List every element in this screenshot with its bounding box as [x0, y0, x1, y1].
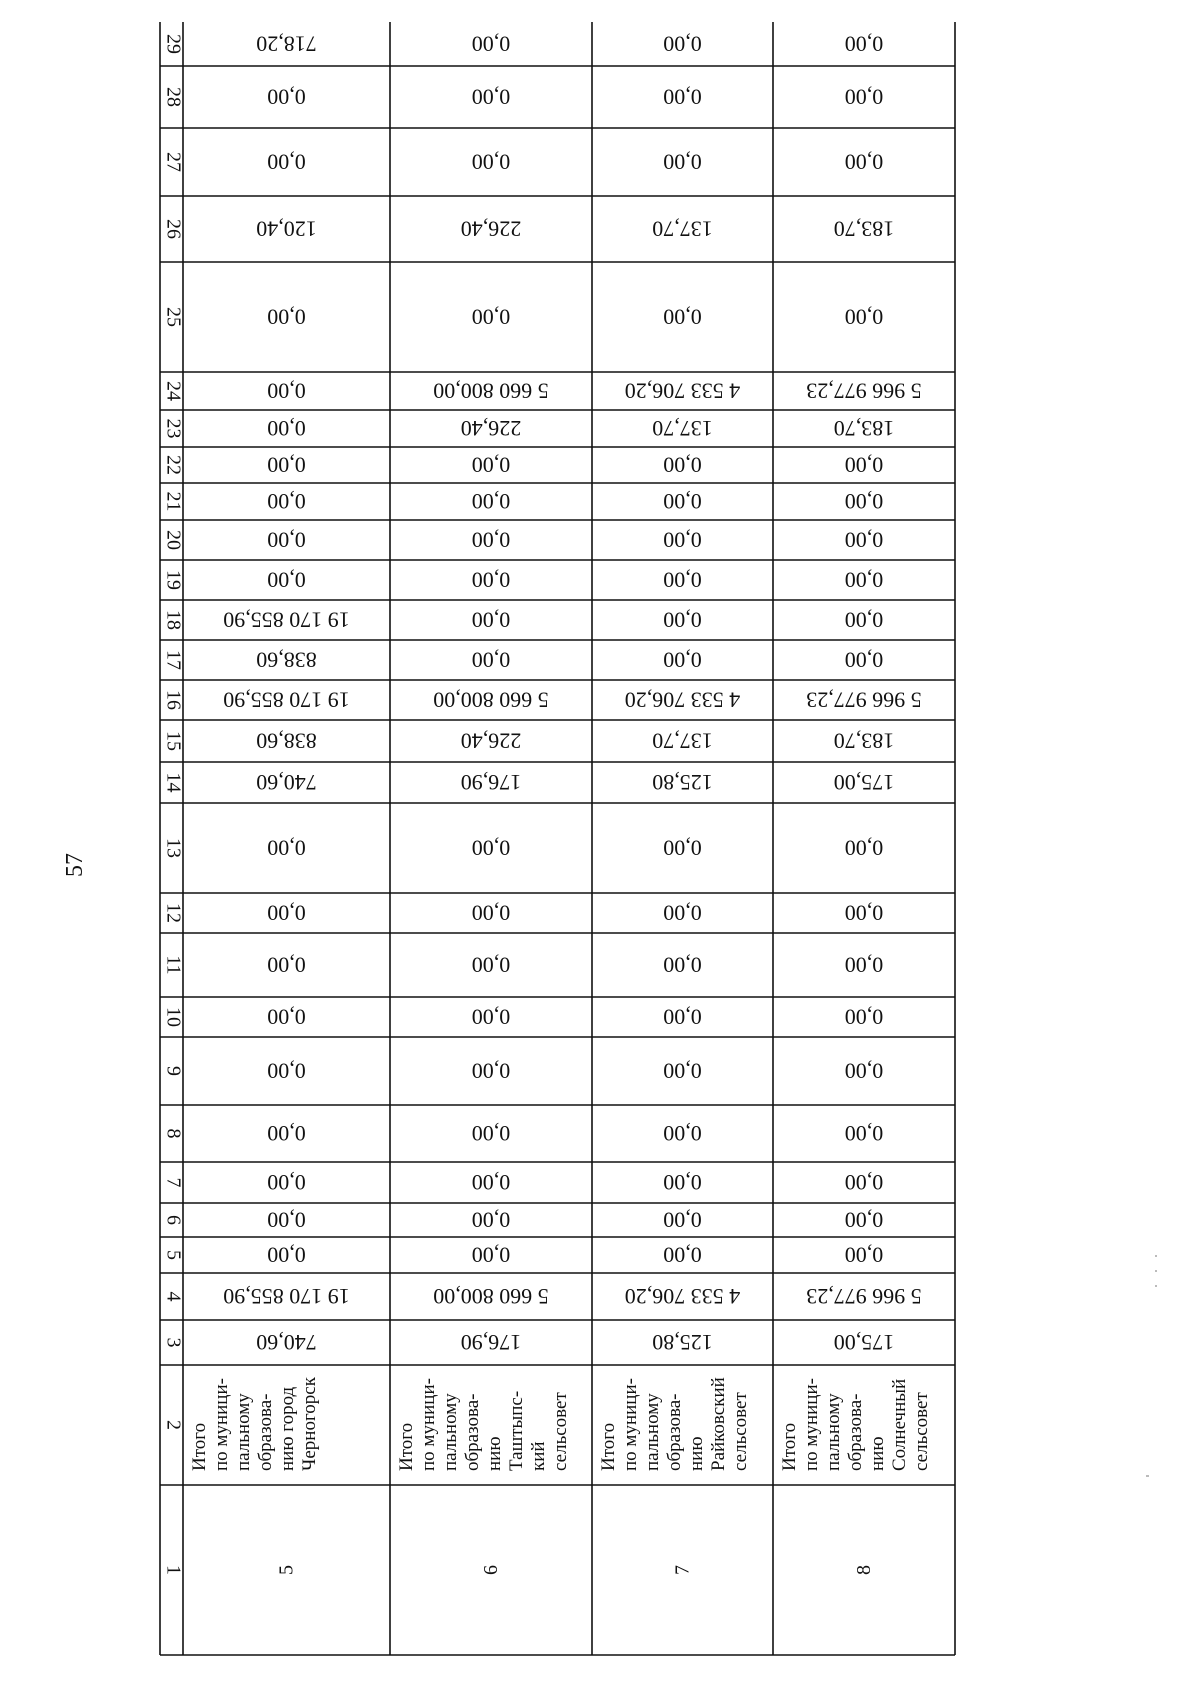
cell-value: 0,00 [471, 452, 511, 478]
cell-value: 176,90 [460, 770, 522, 795]
cell-value: 0,00 [663, 149, 702, 175]
cell-value: 0,00 [844, 1121, 884, 1146]
cell-value: 0,00 [663, 1170, 702, 1195]
municipality-name: Итогопо муници-пальномуобразова-ниюРайковскийсельсовет [598, 1377, 751, 1471]
cell-value: 0,00 [471, 527, 511, 553]
cell-value: 838,60 [256, 728, 317, 754]
cell-value: 226,40 [460, 728, 522, 754]
cell-value: 0,00 [663, 952, 702, 978]
cell-value: 137,70 [652, 216, 713, 242]
cell-value: 0,00 [267, 378, 306, 404]
column-header-number: 3 [162, 1337, 185, 1348]
cell-value: 0,00 [663, 527, 702, 553]
cell-value: 0,00 [471, 900, 511, 926]
column-header-number: 4 [162, 1291, 185, 1302]
column-header-number: 29 [162, 34, 185, 54]
cell-value: 0,00 [267, 1121, 306, 1146]
cell-value: 226,40 [460, 416, 522, 441]
column-header-number: 27 [162, 152, 185, 172]
column-header-number: 20 [162, 530, 185, 550]
cell-value: 0,00 [471, 1207, 511, 1233]
cell-value: 0,00 [844, 1207, 884, 1233]
cell-value: 0,00 [663, 567, 702, 593]
cell-value: 0,00 [471, 304, 511, 330]
cell-value: 0,00 [471, 1242, 511, 1268]
cell-value: 0,00 [844, 900, 884, 926]
cell-value: 0,00 [267, 527, 306, 553]
cell-value: 0,00 [663, 84, 702, 110]
scan-specks [1146, 1255, 1157, 1477]
cell-value: 0,00 [471, 84, 511, 110]
cell-value: 0,00 [844, 1058, 884, 1084]
page-number: 57 [62, 853, 88, 877]
cell-value: 5 966 977,23 [806, 378, 922, 404]
cell-value: 0,00 [267, 489, 306, 514]
cell-value: 125,80 [652, 1330, 713, 1355]
cell-value: 0,00 [471, 607, 511, 633]
cell-value: 0,00 [844, 527, 884, 553]
column-header-number: 13 [162, 838, 185, 858]
cell-value: 0,00 [844, 567, 884, 593]
cell-value: 5 660 800,00 [433, 687, 549, 713]
cell-value: 0,00 [663, 1207, 702, 1233]
column-header-number: 25 [162, 307, 185, 327]
cell-value: 183,70 [833, 728, 895, 754]
municipality-name: Итогопо муници-пальномуобразова-ниюТаштыпс-кийсельсовет [396, 1378, 571, 1471]
cell-value: 0,00 [471, 952, 511, 978]
column-header-number: 26 [162, 219, 185, 239]
column-header-number: 24 [162, 381, 185, 401]
cell-value: 5 966 977,23 [806, 687, 922, 713]
cell-value: 4 533 706,20 [624, 1284, 741, 1309]
cell-value: 0,00 [663, 900, 702, 926]
row-number: 5 [275, 1565, 298, 1575]
cell-value: 0,00 [844, 452, 884, 478]
row-number: 8 [853, 1565, 875, 1575]
cell-value: 4 533 706,20 [624, 687, 741, 713]
cell-value: 0,00 [663, 1058, 702, 1084]
municipality-name: Итогопо муници-пальномуобразова-нию городЧерногорск [189, 1377, 320, 1471]
column-header-number: 9 [162, 1066, 185, 1076]
column-header-number: 16 [162, 690, 185, 710]
column-header-number: 21 [162, 491, 185, 512]
column-header-strip [163, 34, 185, 1575]
column-header-number: 6 [162, 1215, 185, 1225]
cell-value: 0,00 [844, 835, 884, 861]
cell-value: 19 170 855,90 [223, 687, 350, 713]
column-header-number: 11 [162, 955, 185, 975]
cell-value: 0,00 [471, 1170, 511, 1195]
column-header-number: 7 [162, 1177, 185, 1188]
cell-value: 0,00 [471, 567, 511, 593]
cell-value: 0,00 [471, 489, 511, 514]
cell-value: 0,00 [267, 1170, 306, 1195]
cell-value: 0,00 [663, 835, 702, 861]
cell-value: 120,40 [256, 216, 317, 242]
cell-value: 0,00 [267, 1058, 306, 1084]
cell-value: 0,00 [844, 1004, 884, 1030]
cell-value: 183,70 [833, 416, 895, 441]
column-header-number: 2 [162, 1420, 185, 1430]
cell-value: 0,00 [663, 1004, 702, 1030]
column-header-number: 22 [162, 455, 185, 475]
cell-value: 5 966 977,23 [806, 1284, 922, 1309]
cell-value: 0,00 [663, 31, 702, 57]
cell-value: 0,00 [267, 900, 306, 926]
column-header-number: 1 [162, 1565, 185, 1575]
cell-value: 19 170 855,90 [223, 1284, 350, 1309]
column-header-number: 17 [162, 650, 185, 670]
cell-value: 838,60 [256, 647, 317, 673]
cell-value: 0,00 [663, 452, 702, 478]
cell-value: 0,00 [267, 952, 306, 978]
cell-value: 0,00 [471, 1004, 511, 1030]
cell-value: 0,00 [267, 304, 306, 330]
cell-value: 0,00 [844, 647, 884, 673]
column-header-number: 15 [162, 731, 185, 751]
cell-value: 0,00 [663, 304, 702, 330]
cell-value: 0,00 [471, 31, 511, 57]
cell-value: 4 533 706,20 [624, 378, 741, 404]
column-header-number: 23 [162, 418, 185, 439]
cell-value: 0,00 [844, 149, 884, 175]
cell-value: 0,00 [663, 1121, 702, 1146]
cell-value: 183,70 [833, 216, 895, 242]
cell-value: 0,00 [267, 835, 306, 861]
cell-value: 176,90 [460, 1330, 522, 1355]
cell-value: 0,00 [267, 1242, 306, 1268]
cell-value: 0,00 [267, 84, 306, 110]
row-number: 6 [480, 1565, 502, 1575]
cell-value: 5 660 800,00 [433, 1284, 549, 1309]
cell-value: 0,00 [267, 1207, 306, 1233]
cell-value: 0,00 [844, 84, 884, 110]
column-header-number: 18 [162, 610, 185, 630]
row-number: 7 [671, 1565, 694, 1575]
cell-value: 0,00 [844, 31, 884, 57]
cell-value: 0,00 [844, 1242, 884, 1268]
column-header-number: 28 [162, 87, 185, 107]
cell-value: 0,00 [267, 416, 306, 441]
column-header-number: 19 [162, 570, 185, 590]
cell-value: 0,00 [267, 452, 306, 478]
cell-value: 740,60 [256, 770, 317, 795]
cell-value: 0,00 [844, 489, 884, 514]
cell-value: 0,00 [471, 149, 511, 175]
cell-value: 0,00 [844, 1170, 884, 1195]
cell-value: 5 660 800,00 [433, 378, 549, 404]
cell-value: 0,00 [267, 567, 306, 593]
cell-value: 137,70 [652, 728, 713, 754]
cell-value: 740,60 [256, 1330, 317, 1355]
cell-value: 19 170 855,90 [223, 607, 350, 633]
cell-value: 0,00 [663, 647, 702, 673]
cell-value: 226,40 [460, 216, 522, 242]
cell-value: 125,80 [652, 770, 713, 795]
cell-value: 0,00 [471, 1058, 511, 1084]
cell-value: 0,00 [844, 952, 884, 978]
column-header-number: 14 [162, 772, 185, 793]
column-header-number: 12 [162, 903, 185, 923]
column-header-number: 8 [162, 1128, 185, 1139]
cell-value: 0,00 [663, 607, 702, 633]
cell-value: 175,00 [833, 1330, 895, 1355]
cell-value: 0,00 [267, 1004, 306, 1030]
cell-value: 0,00 [471, 835, 511, 861]
cell-value: 0,00 [471, 647, 511, 673]
column-header-number: 10 [162, 1007, 185, 1027]
cell-value: 0,00 [663, 489, 702, 514]
cell-value: 175,00 [833, 770, 895, 795]
cell-value: 0,00 [471, 1121, 511, 1146]
cell-value: 0,00 [844, 304, 884, 330]
municipality-name: Итогопо муници-пальномуобразова-ниюСолнечныйсельсовет [779, 1378, 932, 1471]
cell-value: 0,00 [844, 607, 884, 633]
column-header-number: 5 [162, 1250, 185, 1260]
cell-value: 137,70 [652, 416, 713, 441]
cell-value: 0,00 [663, 1242, 702, 1268]
cell-value: 718,20 [256, 31, 317, 57]
cell-value: 0,00 [267, 149, 306, 175]
